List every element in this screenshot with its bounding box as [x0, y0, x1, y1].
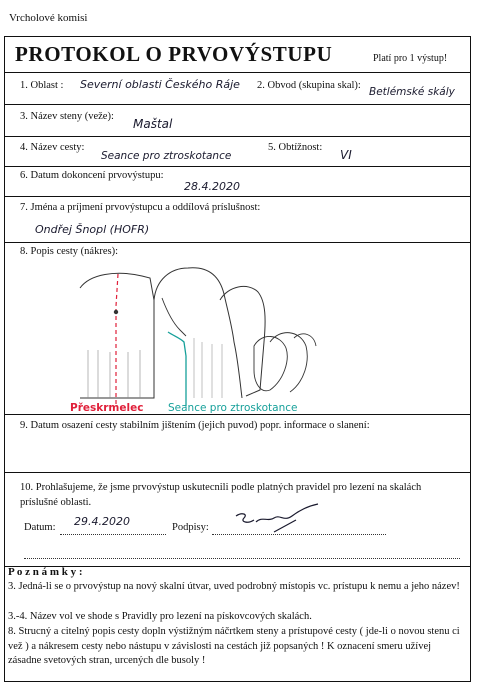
boulder-2 — [270, 333, 307, 392]
date-label: Datum: — [24, 522, 56, 533]
declaration-text: 10. Prohlašujeme, že jsme prvovýstup uskutecnili podle platných pravidel pro lezení na skalách príslušné oblasti. — [20, 482, 422, 508]
obvod-label: 2. Obvod (skupina skal): — [257, 80, 361, 91]
oblast-value: Severní oblasti Českého Ráje — [80, 78, 240, 91]
note-item: 3.-4. Název vol ve shode s Pravidly pro lezení na pískovcových skalách. — [8, 611, 312, 622]
signature-second-line — [24, 558, 460, 559]
jmena-label: 7. Jména a príjmení prvovýstupcu a oddílová príslušnost: — [20, 202, 261, 213]
route-sketch — [70, 260, 330, 420]
cesta-value: Seance pro ztroskotance — [101, 150, 232, 162]
route-label-teal: Seance pro ztroskotance — [168, 402, 298, 414]
route-line-red — [116, 274, 118, 406]
jmena-value: Ondřej Šnopl (HOFR) — [35, 223, 150, 236]
route-red-bolt — [114, 310, 118, 314]
validity-note: Platí pro 1 výstup! — [373, 53, 448, 64]
oblast-label: 1. Oblast : — [20, 80, 64, 91]
datum-dokonceni-value: 28.4.2020 — [184, 180, 240, 193]
note-item: 8. Strucný a citelný popis cesty dopln výstižným náčrtkem steny a prístupové cesty ( jde-li o novou stenu ci vež ) a nákresem cesty nebo nástupu v závislosti na cestách již popsaných ! K oznacení smeru užívej zásadne svetových stran, urcených dle busoly ! — [8, 626, 460, 666]
rock-crack — [162, 298, 186, 336]
popis-label: 8. Popis cesty (nákres): — [20, 246, 118, 257]
obtiznost-value: VI — [340, 148, 352, 162]
rock-left-outline — [80, 273, 154, 398]
rock-middle-outline — [154, 268, 242, 398]
boulder-1 — [254, 336, 287, 390]
rock-middle-texture — [194, 338, 222, 398]
rock-left-texture — [88, 350, 140, 398]
obtiznost-label: 5. Obtížnost: — [268, 142, 323, 153]
notes-heading: P o z n á m k y : — [8, 566, 83, 578]
note-item: 3. Jedná-li se o prvovýstup na nový skalní útvar, uved podrobný místopis vc. prístupu k nemu a jeho název! — [8, 581, 460, 592]
route-line-teal — [168, 332, 186, 406]
rock-right-outline — [220, 286, 265, 396]
datum-dokonceni-label: 6. Datum dokoncení prvovýstupu: — [20, 170, 164, 181]
stena-label: 3. Název steny (veže): — [20, 111, 114, 122]
date-value: 29.4.2020 — [74, 515, 130, 528]
page-title: PROTOKOL O PRVOVÝSTUPU — [15, 42, 333, 66]
obvod-value: Betlémské skály — [369, 86, 455, 98]
route-label-red: Přeskrmelec — [70, 402, 144, 414]
osazeni-label: 9. Datum osazení cesty stabilním jištením (jejich puvod) popr. informace o slanení: — [20, 420, 370, 431]
cesta-label: 4. Název cesty: — [20, 142, 85, 153]
committee-label: Vrcholové komisi — [9, 12, 88, 24]
sign-label: Podpisy: — [172, 522, 209, 533]
signature-mark — [234, 502, 324, 538]
date-dotline — [60, 534, 166, 535]
stena-value: Maštal — [133, 117, 173, 131]
